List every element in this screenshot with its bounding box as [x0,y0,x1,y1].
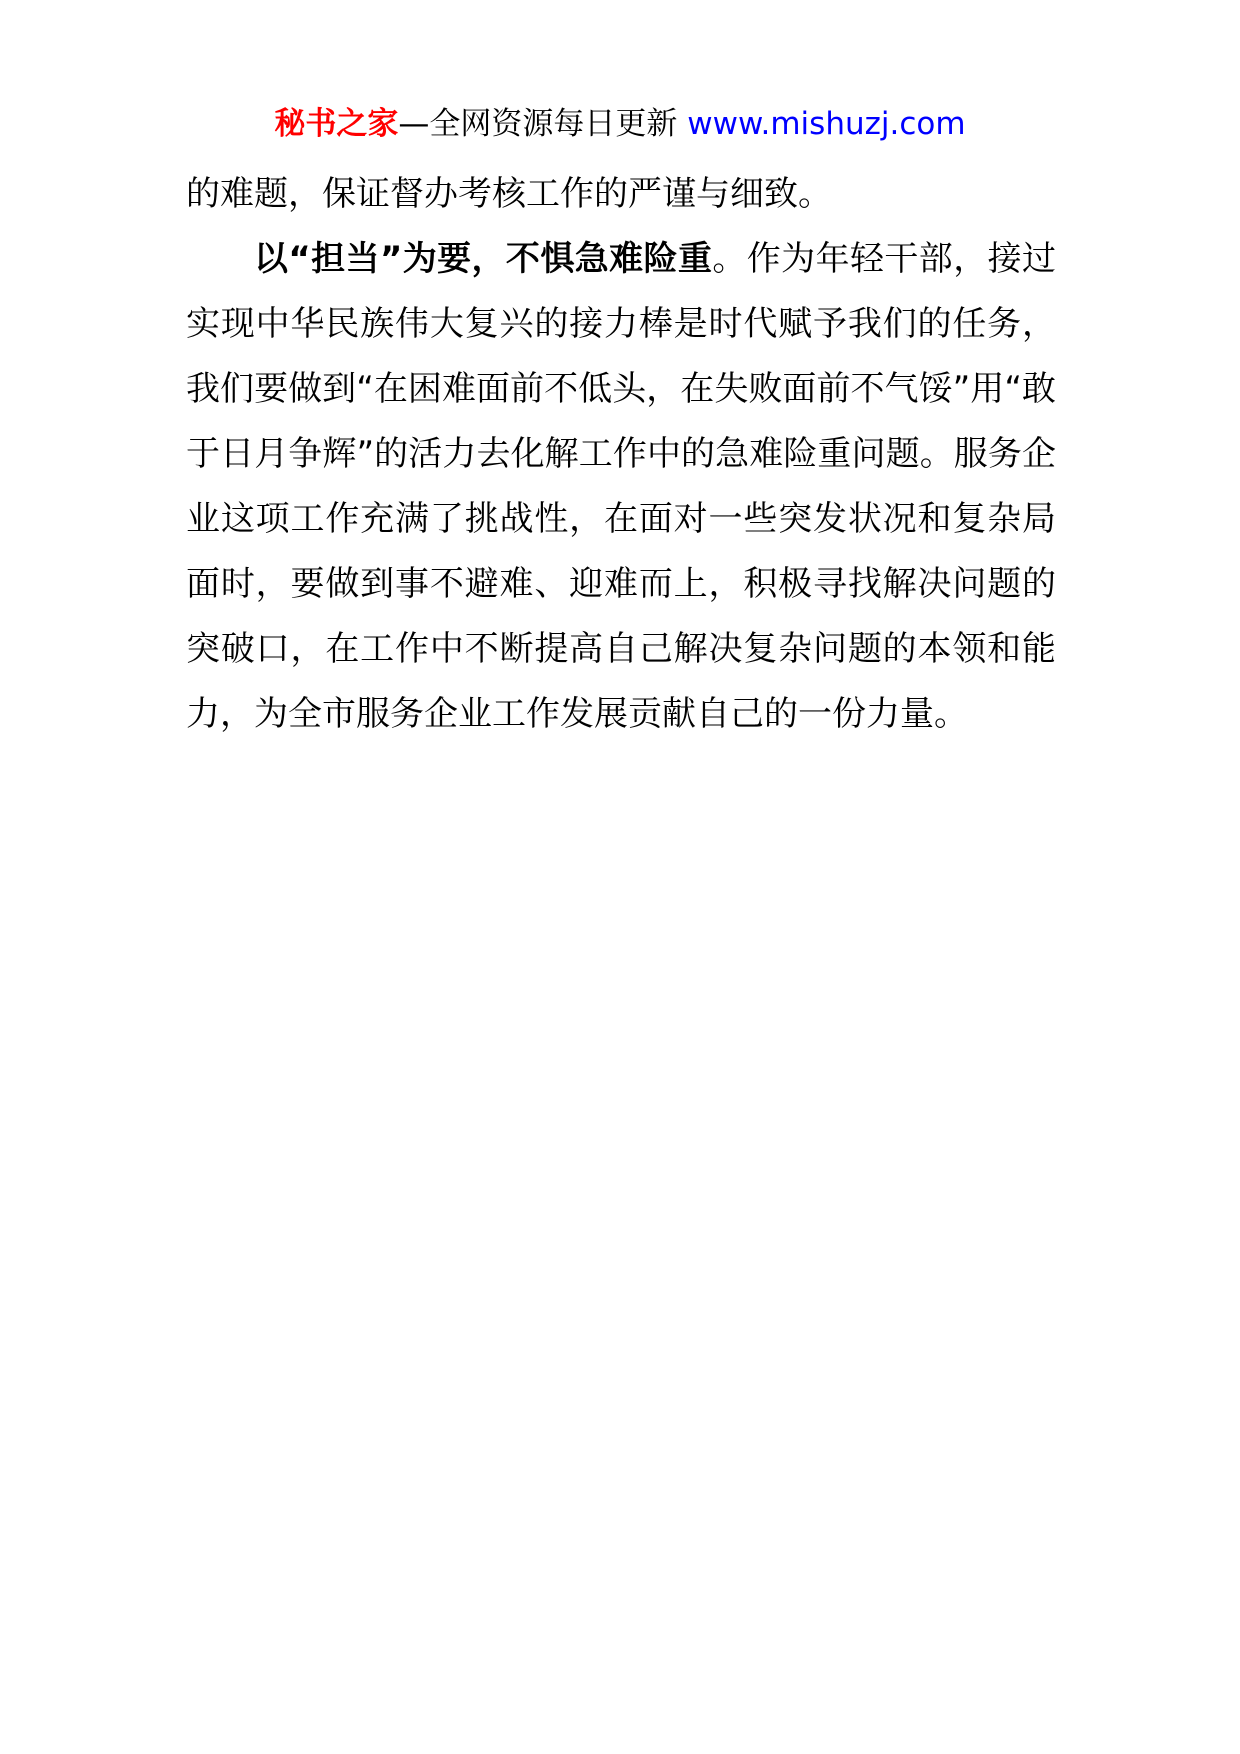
page-header [0,104,1240,144]
paragraph-text: 。作为年轻干部，接过实现中华民族伟大复兴的接力棒是时代赋予我们的任务，我们要做到“在困难面前不低头，在失败面前不气馁”用“敢于日月争辉”的活力去化解工作中的急难险重问题。服务企业这项工作充满了挑战性，在面对一些突发状况和复杂局面时，要做到事不避难、迎难而上，积极寻找解决问题的突破口，在工作中不断提高自己解决复杂问题的本领和能力，为全市服务企业工作发展贡献自己的一份力量。 [186,239,1056,734]
paragraph [186,227,1056,747]
document-body [186,162,1056,747]
site-url: www.mishuzj.com [687,106,966,142]
brand-name: 秘书之家 [274,106,399,142]
header-tagline: —全网资源每日更新 [398,106,688,142]
paragraph-continued: 的难题，保证督办考核工作的严谨与细致。 [186,174,832,214]
paragraph-lead-heading: 以“担当”为要，不惧急难险重 [254,239,713,279]
